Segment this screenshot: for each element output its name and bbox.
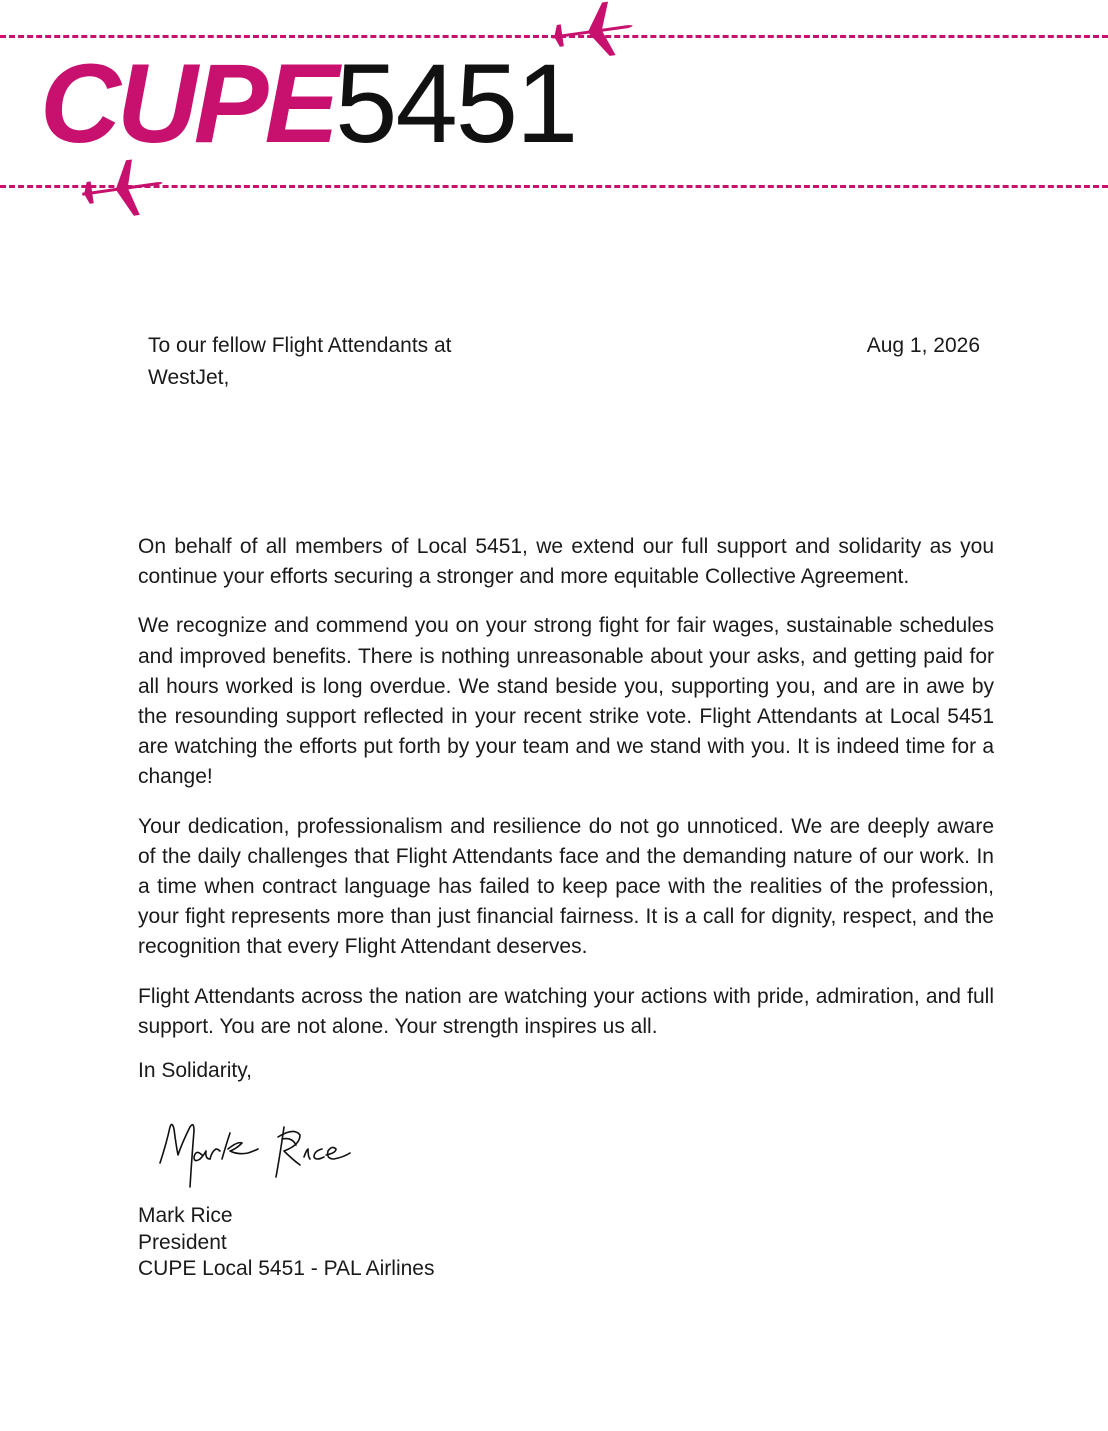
- logo-number: 5451: [335, 41, 577, 166]
- recipient-line: WestJet,: [148, 366, 230, 389]
- body-paragraph: We recognize and commend you on your strong fight for fair wages, sustainable schedules and improved benefits. There is nothing unreasonable about your asks, and getting paid for all hours worked is long overdue. We stand beside you, supporting you, and are in awe by the resounding support reflected in your recent strike vote. Flight Attendants at Local 5451 are watching the efforts put forth by your team and we stand with you. It is indeed time for a change!: [138, 614, 994, 789]
- handwritten-signature: [150, 1115, 370, 1195]
- body-paragraph: Your dedication, professionalism and resilience do not go unnoticed. We are deeply aware of the daily challenges that Flight Attendants face and the demanding nature of our work. In a time when contract language has failed to keep pace with the realities of the profession, your fight represents more than just financial fairness. It is a call for dignity, respect, and the recognition that every Flight Attendant deserves.: [138, 814, 994, 959]
- body-paragraph: Flight Attendants across the nation are watching your actions with pride, admiration, and full support. You are not alone. Your strength inspires us all.: [138, 984, 994, 1038]
- cupe-5451-logo: [40, 41, 577, 166]
- letter-date: Aug 1, 2026: [866, 334, 980, 357]
- letterhead: [0, 0, 1108, 230]
- closing: In Solidarity,: [138, 1059, 252, 1082]
- recipient-line: To our fellow Flight Attendants at: [148, 334, 452, 357]
- signer-name: Mark Rice: [138, 1204, 233, 1227]
- signer-block: [138, 1203, 434, 1283]
- signer-title: President: [138, 1230, 227, 1254]
- signer-organization: CUPE Local 5451 - PAL Airlines: [138, 1257, 435, 1280]
- logo-word: CUPE: [40, 41, 336, 166]
- letter-body: [138, 532, 994, 1061]
- recipient-block: [148, 330, 452, 394]
- body-paragraph: On behalf of all members of Local 5451, we extend our full support and solidarity as you continue your efforts securing a stronger and more equitable Collective Agreement.: [138, 535, 994, 589]
